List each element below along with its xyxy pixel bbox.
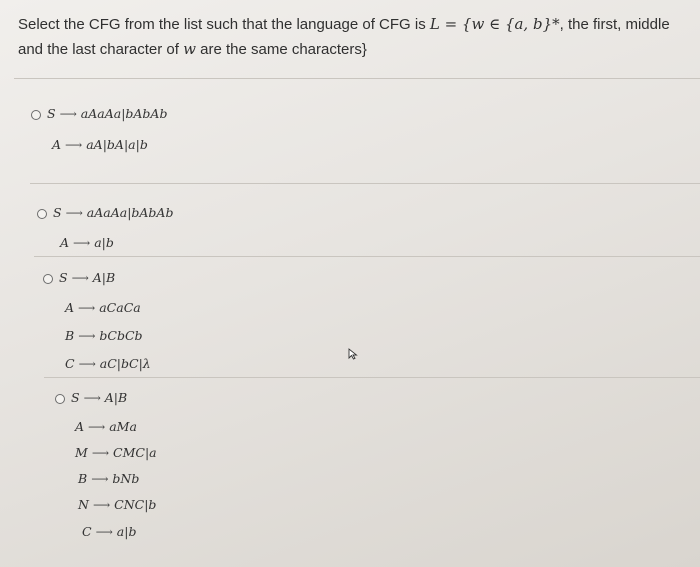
- mouse-cursor-icon: [348, 348, 358, 360]
- production-lhs: A: [52, 137, 62, 152]
- radio-button-4[interactable]: [55, 394, 65, 404]
- production-row: [53, 205, 173, 220]
- radio-button-1[interactable]: [31, 110, 41, 120]
- production-lhs: C: [82, 524, 92, 539]
- production-rhs: CMC|a: [113, 445, 157, 460]
- production-rhs: CNC|b: [114, 497, 157, 512]
- arrow-icon: ⟶: [65, 138, 83, 152]
- question-line1-prefix: Select the CFG from the list such that the language of CFG is: [18, 16, 430, 33]
- arrow-icon: ⟶: [88, 420, 106, 434]
- arrow-icon: ⟶: [95, 525, 113, 539]
- production-row: [78, 471, 139, 486]
- production-rhs: bCbCb: [99, 328, 143, 343]
- question-line2-suffix: are the same characters}: [195, 41, 367, 58]
- production-lhs: N: [78, 497, 89, 512]
- production-row: [82, 524, 136, 539]
- arrow-icon: ⟶: [65, 206, 83, 220]
- production-lhs: S: [47, 106, 56, 121]
- radio-button-2[interactable]: [37, 209, 47, 219]
- question-math: L = {w ∈ {a, b}*: [429, 15, 560, 33]
- production-row: [65, 328, 143, 343]
- production-row: [78, 497, 156, 512]
- question-line2-prefix: and the last character of: [18, 41, 184, 58]
- production-rhs: A|B: [104, 390, 128, 405]
- production-row: [47, 106, 167, 121]
- production-row: [75, 419, 137, 434]
- question-line1-suffix: , the first, middle: [559, 16, 670, 33]
- arrow-icon: ⟶: [78, 329, 96, 343]
- production-lhs: A: [75, 419, 85, 434]
- production-rhs: A|B: [92, 270, 116, 285]
- divider: [30, 183, 700, 184]
- production-rhs: bNb: [112, 471, 140, 486]
- production-rhs: aAaAa|bAbAb: [86, 205, 174, 220]
- production-rhs: aCaCa: [99, 300, 141, 315]
- production-lhs: S: [71, 390, 80, 405]
- production-lhs: C: [65, 356, 75, 371]
- production-row: [59, 270, 115, 285]
- production-rhs: aA|bA|a|b: [86, 137, 148, 152]
- divider: [34, 256, 700, 257]
- production-row: [60, 235, 114, 250]
- arrow-icon: ⟶: [73, 236, 91, 250]
- production-rhs: a|b: [116, 524, 137, 539]
- arrow-icon: ⟶: [92, 498, 111, 512]
- production-lhs: B: [78, 471, 88, 486]
- arrow-icon: ⟶: [78, 357, 96, 371]
- production-lhs: A: [65, 300, 75, 315]
- production-row: [65, 356, 151, 371]
- production-lhs: S: [59, 270, 68, 285]
- production-row: [65, 300, 141, 315]
- arrow-icon: ⟶: [91, 446, 110, 460]
- production-row: [52, 137, 148, 152]
- production-rhs: aAaAa|bAbAb: [80, 106, 168, 121]
- arrow-icon: ⟶: [71, 271, 89, 285]
- production-row: [71, 390, 127, 405]
- arrow-icon: ⟶: [83, 391, 101, 405]
- production-lhs: S: [53, 205, 62, 220]
- production-lhs: A: [60, 235, 70, 250]
- divider: [14, 78, 700, 79]
- production-rhs: a|b: [94, 235, 114, 250]
- production-rhs: aMa: [109, 419, 137, 434]
- production-lhs: M: [75, 445, 88, 460]
- question-text: [18, 12, 688, 62]
- divider: [44, 377, 700, 378]
- production-rhs: aC|bC|λ: [99, 356, 151, 371]
- arrow-icon: ⟶: [78, 301, 96, 315]
- production-lhs: B: [65, 328, 75, 343]
- production-row: [75, 445, 157, 460]
- arrow-icon: ⟶: [59, 107, 77, 121]
- arrow-icon: ⟶: [91, 472, 109, 486]
- question-var-w: w: [183, 40, 196, 58]
- radio-button-3[interactable]: [43, 274, 53, 284]
